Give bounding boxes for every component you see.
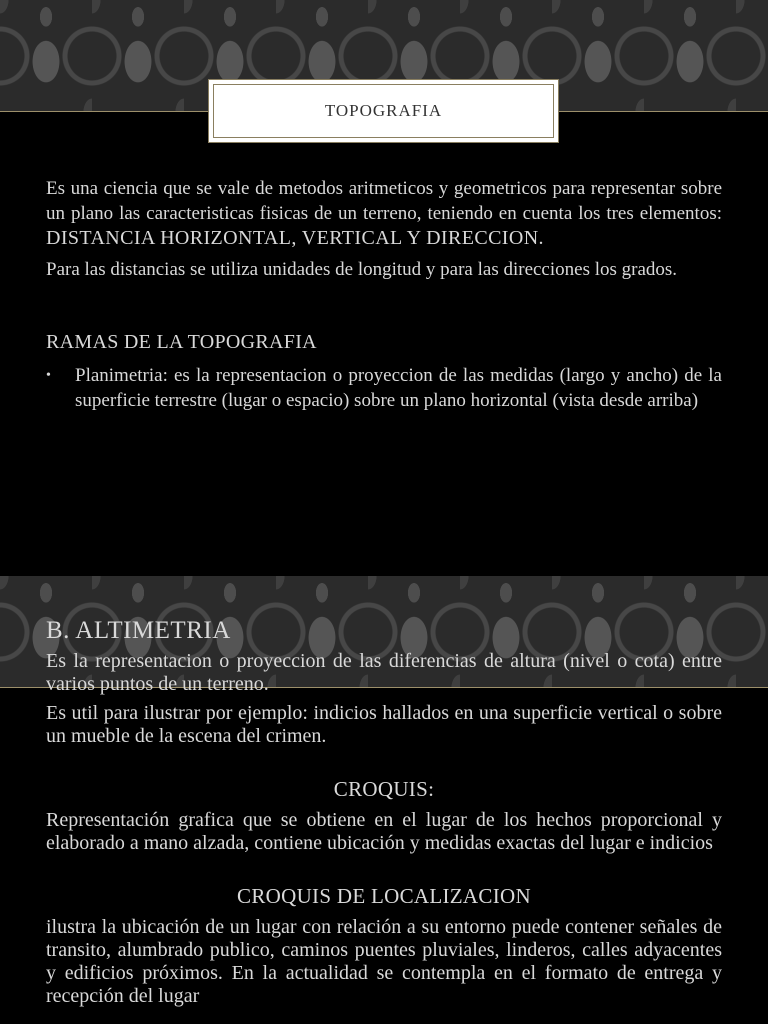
definition-elements: DISTANCIA HORIZONTAL, VERTICAL Y DIRECCION. bbox=[46, 227, 544, 249]
croquis-paragraph: Representación grafica que se obtiene en el lugar de los hechos proporcional y elaborado a mano alzada, contiene ubicación y medidas exactas del lugar e indicios bbox=[46, 809, 722, 854]
definition-text: Es una ciencia que se vale de metodos aritmeticos y geometricos para representar sobre un plano las caracteristicas fisicas de un terreno, teniendo en cuenta los tres elementos: bbox=[46, 178, 722, 224]
slide2-body bbox=[46, 616, 722, 1008]
slide-altimetria bbox=[0, 576, 768, 1024]
croquis-heading: CROQUIS: bbox=[333, 777, 435, 801]
definition-paragraph bbox=[46, 176, 722, 251]
units-paragraph: Para las distancias se utiliza unidades de longitud y para las direcciones los grados. bbox=[46, 259, 678, 280]
localizacion-paragraph: ilustra la ubicación de un lugar con relación a su entorno puede contener señales de transito, alumbrado publico, caminos puentes pluviales, linderos, calles adyacentes y edificios próximos. En la actualidad se contempla en el formato de entrega y recepción del lugar bbox=[46, 916, 722, 1007]
ramas-heading: RAMAS DE LA TOPOGRAFIA bbox=[46, 331, 317, 353]
altimetria-paragraph-2: Es util para ilustrar por ejemplo: indicios hallados en una superficie vertical o sobre un mueble de la escena del crimen. bbox=[46, 702, 722, 747]
title-box bbox=[208, 79, 559, 143]
altimetria-heading: B. ALTIMETRIA bbox=[46, 617, 231, 644]
ramas-list bbox=[46, 363, 722, 413]
list-item: • Planimetria: es la representacion o proyeccion de las medidas (largo y ancho) de la superficie terrestre (lugar o espacio) sobre un plano horizontal (vista desde arriba) bbox=[46, 363, 722, 413]
slide1-body bbox=[46, 176, 722, 413]
altimetria-paragraph-1: Es la representacion o proyeccion de las diferencias de altura (nivel o cota) entre varios puntos de un terreno. bbox=[46, 650, 722, 695]
localizacion-heading: CROQUIS DE LOCALIZACION bbox=[237, 884, 531, 908]
slide-title: TOPOGRAFIA bbox=[324, 101, 443, 120]
